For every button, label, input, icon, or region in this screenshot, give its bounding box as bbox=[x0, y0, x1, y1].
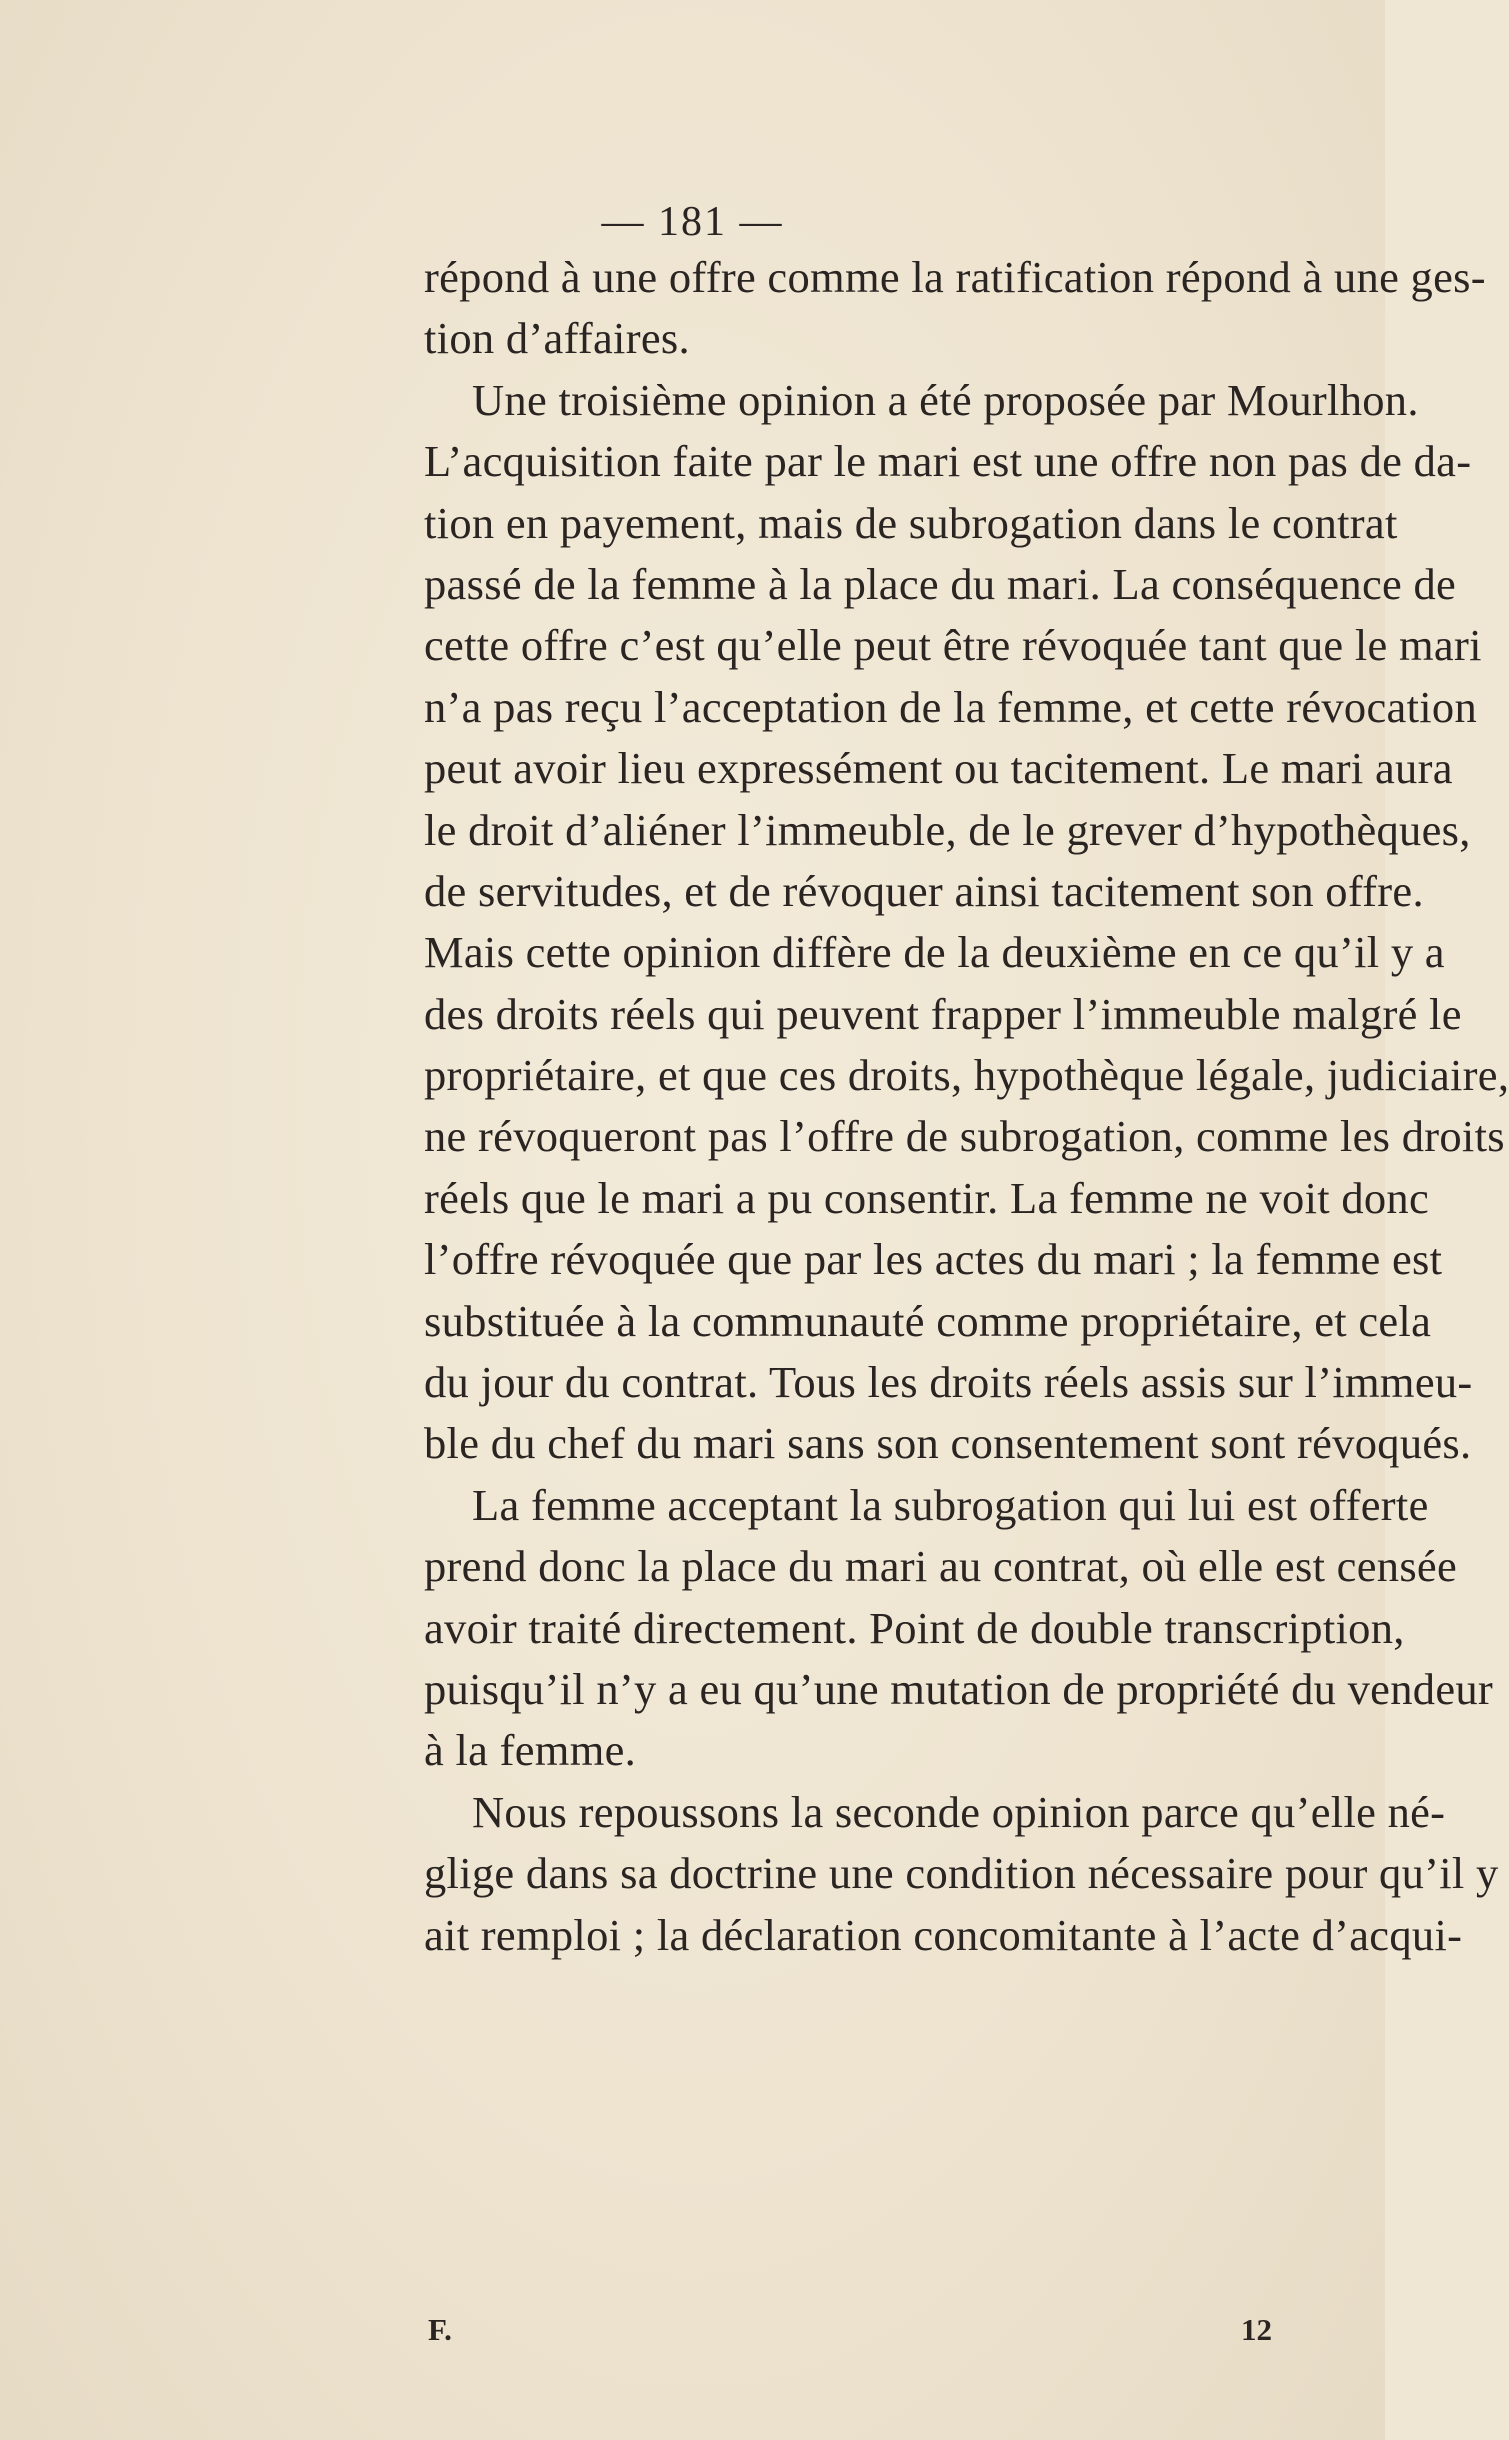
text-line: le droit d’aliéner l’immeuble, de le grever d’hypothèques, bbox=[424, 804, 1471, 855]
text-line: ait remploi ; la déclaration concomitante à l’acte d’acqui- bbox=[424, 1909, 1463, 1960]
text-line: prend donc la place du mari au contrat, où elle est censée bbox=[424, 1541, 1458, 1592]
text-line: ble du chef du mari sans son consentement sont révoqués. bbox=[424, 1418, 1472, 1469]
body-text bbox=[424, 247, 1509, 1966]
text-line: substituée à la communauté comme propriétaire, et cela bbox=[424, 1295, 1432, 1346]
text-line: Mais cette opinion diffère de la deuxième en ce qu’il y a bbox=[424, 927, 1445, 978]
gathering-number: 12 bbox=[1241, 2312, 1272, 2347]
text-line: L’acquisition faite par le mari est une offre non pas de da- bbox=[424, 436, 1472, 487]
text-line: Une troisième opinion a été proposée par Mourlhon. bbox=[472, 374, 1419, 425]
text-line: à la femme. bbox=[424, 1725, 637, 1776]
text-line: répond à une offre comme la ratification répond à une ges- bbox=[424, 252, 1486, 302]
text-line: peut avoir lieu expressément ou tacitement. Le mari aura bbox=[424, 743, 1453, 794]
text-line: La femme acceptant la subrogation qui lui est offerte bbox=[472, 1479, 1429, 1530]
text-line: de servitudes, et de révoquer ainsi tacitement son offre. bbox=[424, 865, 1424, 916]
text-line: tion en payement, mais de subrogation dans le contrat bbox=[424, 497, 1398, 548]
signature-mark: F. bbox=[428, 2312, 452, 2347]
text-line: des droits réels qui peuvent frapper l’immeuble malgré le bbox=[424, 988, 1462, 1039]
text-line: avoir traité directement. Point de double transcription, bbox=[424, 1602, 1405, 1653]
text-line: cette offre c’est qu’elle peut être révoquée tant que le mari bbox=[424, 620, 1482, 671]
text-line: ne révoqueront pas l’offre de subrogation, comme les droits bbox=[424, 1111, 1505, 1162]
text-line: l’offre révoquée que par les actes du mari ; la femme est bbox=[424, 1234, 1443, 1285]
text-line: puisqu’il n’y a eu qu’une mutation de propriété du vendeur bbox=[424, 1663, 1494, 1714]
text-line: propriétaire, et que ces droits, hypothèque légale, judiciaire, bbox=[424, 1050, 1509, 1101]
text-line: du jour du contrat. Tous les droits réels assis sur l’immeu- bbox=[424, 1357, 1473, 1408]
text-line: tion d’affaires. bbox=[424, 313, 690, 364]
text-line: glige dans sa doctrine une condition nécessaire pour qu’il y bbox=[424, 1848, 1499, 1899]
text-line: n’a pas reçu l’acceptation de la femme, et cette révocation bbox=[424, 681, 1477, 732]
page-number: — 181 — bbox=[601, 199, 784, 245]
text-line: Nous repoussons la seconde opinion parce qu’elle né- bbox=[472, 1786, 1446, 1837]
text-line: réels que le mari a pu consentir. La femme ne voit donc bbox=[424, 1172, 1430, 1223]
text-line: passé de la femme à la place du mari. La conséquence de bbox=[424, 558, 1457, 609]
